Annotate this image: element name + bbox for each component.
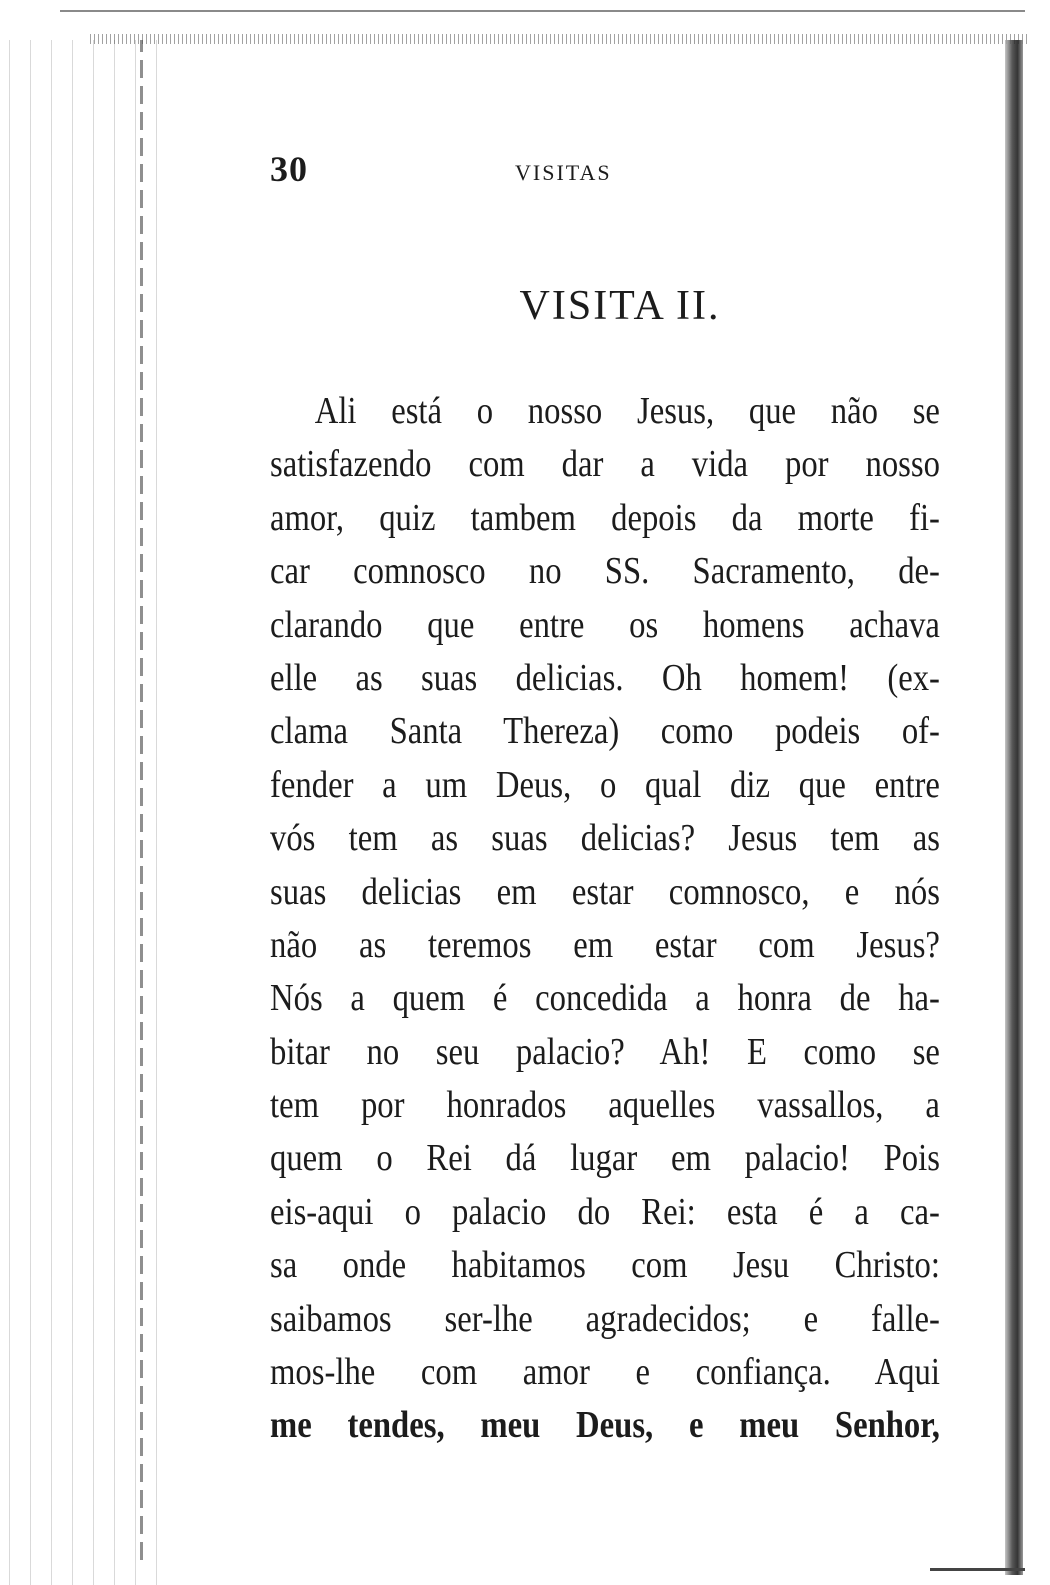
text-line: clama Santa Thereza) como podeis of-: [270, 710, 940, 753]
page-edge-texture: [90, 34, 1030, 44]
text-line: quem o Rei dá lugar em palacio! Pois: [270, 1137, 940, 1180]
page-edge-top: [60, 10, 1025, 12]
text-line: sa onde habitamos com Jesu Christo:: [270, 1244, 940, 1287]
text-line: fender a um Deus, o qual diz que entre: [270, 763, 940, 806]
text-line: elle as suas delicias. Oh homem! (ex-: [270, 656, 940, 699]
text-line: car comnosco no SS. Sacramento, de-: [270, 550, 940, 593]
book-binding-edge: [140, 40, 143, 1560]
text-line: suas delicias em estar comnosco, e nós: [270, 870, 940, 913]
text-line: me tendes, meu Deus, e meu Senhor,: [270, 1404, 940, 1447]
text-line: satisfazendo com dar a vida por nosso: [270, 443, 940, 486]
book-binding-shadow: [0, 40, 160, 1585]
text-line: eis-aqui o palacio do Rei: esta é a ca-: [270, 1190, 940, 1233]
page-edge-bottom: [930, 1568, 1025, 1571]
page-number: 30: [270, 149, 308, 189]
text-line: tem por honrados aquelles vassallos, a: [270, 1084, 940, 1127]
text-line: amor, quiz tambem depois da morte fi-: [270, 496, 940, 539]
page-edge-right: [1005, 40, 1023, 1575]
text-line: bitar no seu palacio? Ah! E como se: [270, 1030, 940, 1073]
running-head: VISITAS: [515, 160, 612, 185]
chapter-title: VISITA II.: [519, 283, 721, 329]
text-line: saibamos ser-lhe agradecidos; e falle-: [270, 1297, 940, 1340]
body-text: [270, 385, 940, 1453]
text-line: mos-lhe com amor e confiança. Aqui: [270, 1351, 940, 1394]
text-line: vós tem as suas delicias? Jesus tem as: [270, 817, 940, 860]
page-header: [270, 148, 950, 198]
text-line: Nós a quem é concedida a honra de ha-: [270, 977, 940, 1020]
text-line: clarando que entre os homens achava: [270, 603, 940, 646]
text-line: não as teremos em estar com Jesus?: [270, 923, 940, 966]
text-line: Ali está o nosso Jesus, que não se: [314, 390, 940, 432]
